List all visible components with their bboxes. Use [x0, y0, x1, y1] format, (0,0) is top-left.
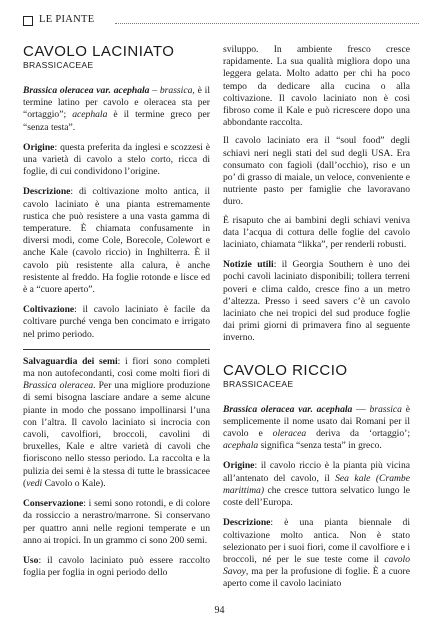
paragraph-likka: È risaputo che ai bambini degli schiavi veniva data l’acqua di cottura delle foglie del cavolo laciniato, chiamata “likka”, per renderli robusti. — [223, 214, 410, 251]
header-square-icon — [23, 16, 33, 26]
page-number: 94 — [214, 605, 225, 616]
left-column — [23, 44, 210, 587]
paragraph-salvaguardia: Salvaguardia dei semi: i fiori sono completi ma non autofecondanti, così come molti fiori di Brassica oleracea. Per una migliore produzione di semi bisogna lasciare andare a seme alcune piante in modo che possano impollinarsi l’una con l’altra. Il cavolo laciniato si incrocia con cavoli, cavolfiori, broccoli, cavolini di bruxelles, Kale e altre varietà di cavoli che fioriscono nello stesso periodo. La raccolta e la pulizia dei semi è la stessa di tutte le brassicacee (vedi Cavolo o Kale). — [23, 355, 210, 489]
paragraph-descrizione: Descrizione: di coltivazione molto antica, il cavolo laciniato è una pianta estremamente rustica che può resistere a una vasta gamma di temperature. È chiamata confusamente in diversi modi, come Cole, Borecole, Colewort e anche Kale (cavolo riccio) in Inghilterra. È il cavolo più resistente alla calura, è anche resistente al freddo. Ha foglie rotonde e lisce ed è a “cuore aperto”. — [23, 186, 210, 296]
header-dotted-leader — [115, 23, 419, 24]
paragraph-uso-continued: sviluppo. In ambiente fresco cresce rapidamente. La sua qualità migliora dopo una leggera gelata. Molto adatto per chi ha poco tempo da dedicare alla cucina o alla coltivazione. Il cavolo laciniato non è così fibroso come il Kale e può ricrescere dopo una abbondante raccolta. — [223, 44, 410, 129]
paragraph-conservazione: Conservazione: i semi sono rotondi, e di colore da rossiccio a nerastro/marrone. Si conservano per quattro anni nelle regioni temperate e un anno ai tropici. In un grammo ci sono 200 semi. — [23, 498, 210, 546]
paragraph-riccio-origine: Origine: il cavolo riccio è la pianta più vicina all’antenato del cavolo, il Sea kale (Crambe marittima) che cresce tuttora selvatico lungo le coste dell’Europa. — [223, 460, 410, 509]
entry-title-cavolo-riccio: CAVOLO RICCIO — [223, 361, 348, 379]
entry-family: BRASSICACEAE — [23, 60, 94, 70]
paragraph-nomenclature: Brassica oleracea var. acephala – brassica, è il termine latino per cavolo e oleracea sta per “ortaggio”; acephala è il termine greco per “senza testa”. — [23, 85, 211, 133]
section-divider — [23, 349, 210, 350]
paragraph-notizie-utili: Notizie utili: il Georgia Southern è uno dei pochi cavoli laciniato disponibili; tollera terreni poveri e clima caldo, cresce fino a un metro d’altezza. Presso i seed savers c’è un cavolo laciniato che nei tropici del sud produce foglie dai primi giorni di primavera fino al seguente inverno. — [223, 259, 410, 344]
paragraph-riccio-descrizione: Descrizione: è una pianta biennale di coltivazione molto antica. Non è stato selezionato per i suoi fiori, come il cavolfiore e i broccoli, né per le sue teste come il cavolo Savoy, ma per la profusione di foglie. È a cuore aperto come il cavolo laciniato — [223, 517, 410, 590]
paragraph-soul-food: Il cavolo laciniato era il “soul food” degli schiavi neri negli stati del sud degli USA. Era consumato con fagioli (dall’occhio), riso e un po’ di grasso di maiale, un veloce, conveniente e nutriente pasto per famiglie che lavoravano duro. — [223, 135, 410, 208]
entry-title-cavolo-laciniato: CAVOLO LACINIATO — [23, 43, 175, 60]
paragraph-coltivazione: Coltivazione: il cavolo laciniato è facile da coltivare purché venga ben concimato e irrigato nel primo periodo. — [23, 304, 210, 340]
header-section-title: LE PIANTE — [39, 14, 95, 25]
right-column — [223, 44, 410, 599]
paragraph-riccio-nomenclature: Brassica oleracea var. acephala — brassica è semplicemente il nome usato dai Romani per il cavolo e oleracea deriva da ‘ortaggio’; acephala significa “senza testa” in greco. — [223, 403, 410, 452]
paragraph-origine: Origine: questa preferita da inglesi e scozzesi è una varietà di cavolo a stelo corto, ricca di foglie, di cui condividono l’origine. — [23, 141, 210, 178]
paragraph-uso: Uso: il cavolo laciniato può essere raccolto foglia per foglia in ogni periodo dello — [23, 554, 210, 579]
running-header — [23, 14, 419, 32]
entry-family-riccio: BRASSICACEAE — [223, 378, 294, 389]
